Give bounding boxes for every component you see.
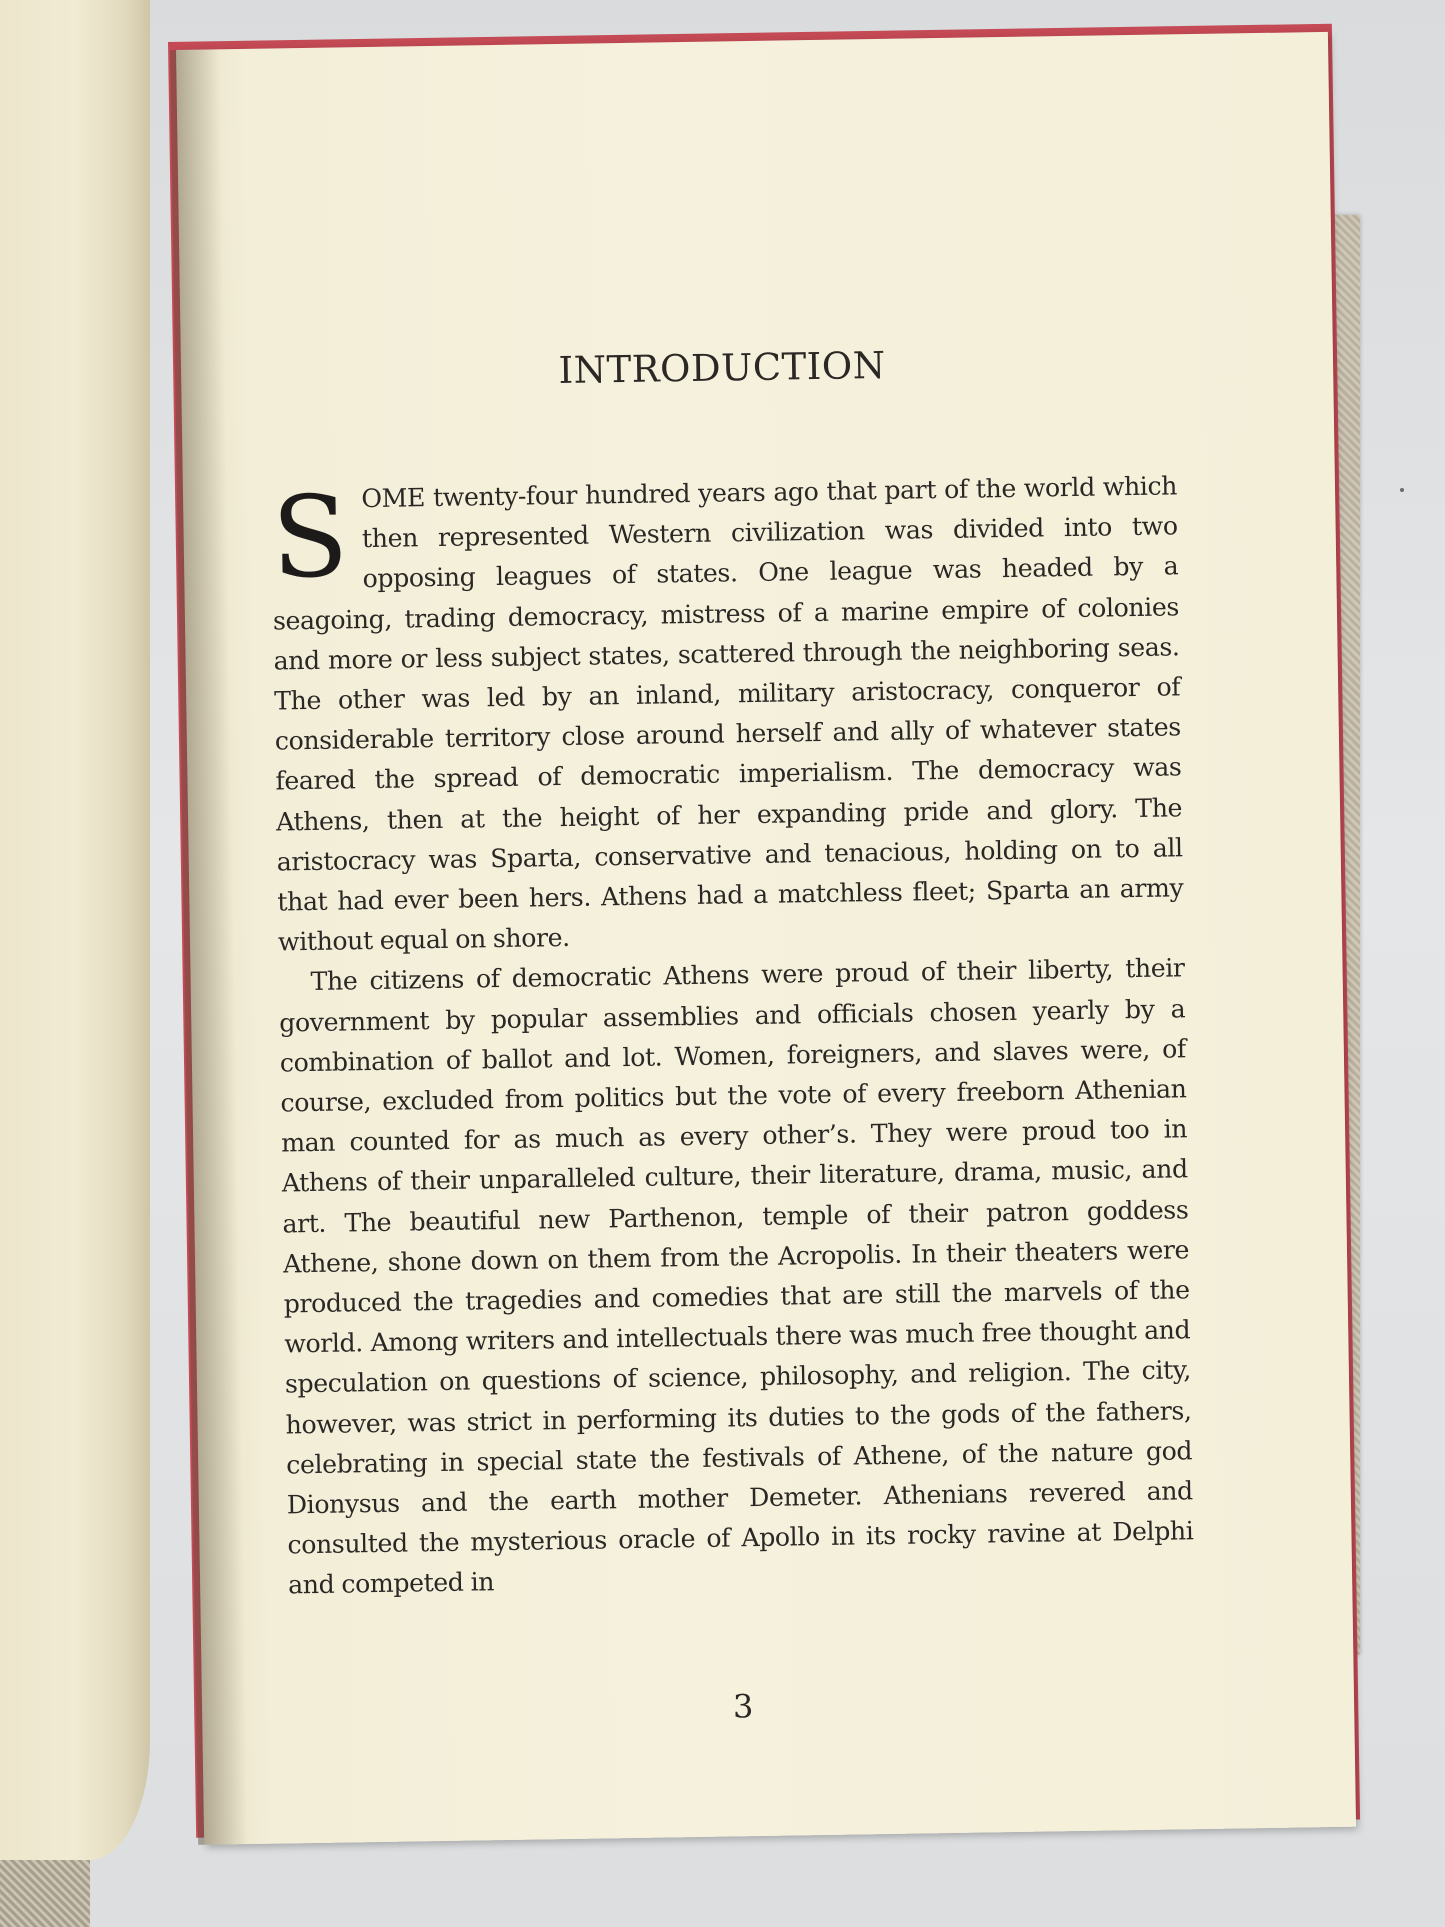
right-page xyxy=(176,32,1356,1845)
paragraph-1 xyxy=(271,466,1184,963)
drop-cap: S xyxy=(270,472,350,604)
paragraph-1-text: twenty-four hundred years ago that part of the world which then represented Western civilization was divided into two opposing leagues of states. One league was headed by a seagoing, trading democracy, mistress of a marine empire of colonies and more or less subject states, scattered through the neighboring seas. The other was led by an inland, military aristocracy, conqueror of considerable territory close around herself and ally of whatever states feared the spread of democratic imperialism. The democracy was Athens, then at the height of her expanding pride and glory. The aristocracy was Sparta, conservative and tenacious, holding on to all that had ever been hers. Athens had a matchless fleet; Sparta an army without equal on shore. xyxy=(272,471,1184,957)
body-text xyxy=(271,466,1195,1606)
page-number: 3 xyxy=(732,1687,754,1726)
dust-speck xyxy=(1400,488,1404,492)
chapter-title: INTRODUCTION xyxy=(558,343,886,393)
paragraph-2: The citizens of democratic Athens were proud of their liberty, their government by popular assemblies and officials chosen yearly by a combination of ballot and lot. Women, foreigners, and slaves were, of course, excluded from politics but the vote of every freeborn Athenian man counted for as much as every other’s. They were proud too in Athens of their unparalleled culture, their literature, drama, music, and art. The beautiful new Parthenon, temple of their patron goddess Athene, shone down on them from the Acropolis. In their theaters were produced the tragedies and comedies that are still the marvels of the world. Among writers and intellectuals there was much free thought and speculation on questions of science, philosophy, and religion. The city, however, was strict in performing its duties to the gods of the fathers, celebrating in special state the festivals of Athene, of the nature god Dionysus and the earth mother Demeter. Athenians revered and consulted the mysterious oracle of Apollo in its rocky ravine at Delphi and competed in xyxy=(279,953,1194,1600)
lead-in-small-caps: OME xyxy=(361,483,426,514)
left-page-curl xyxy=(0,0,150,1860)
